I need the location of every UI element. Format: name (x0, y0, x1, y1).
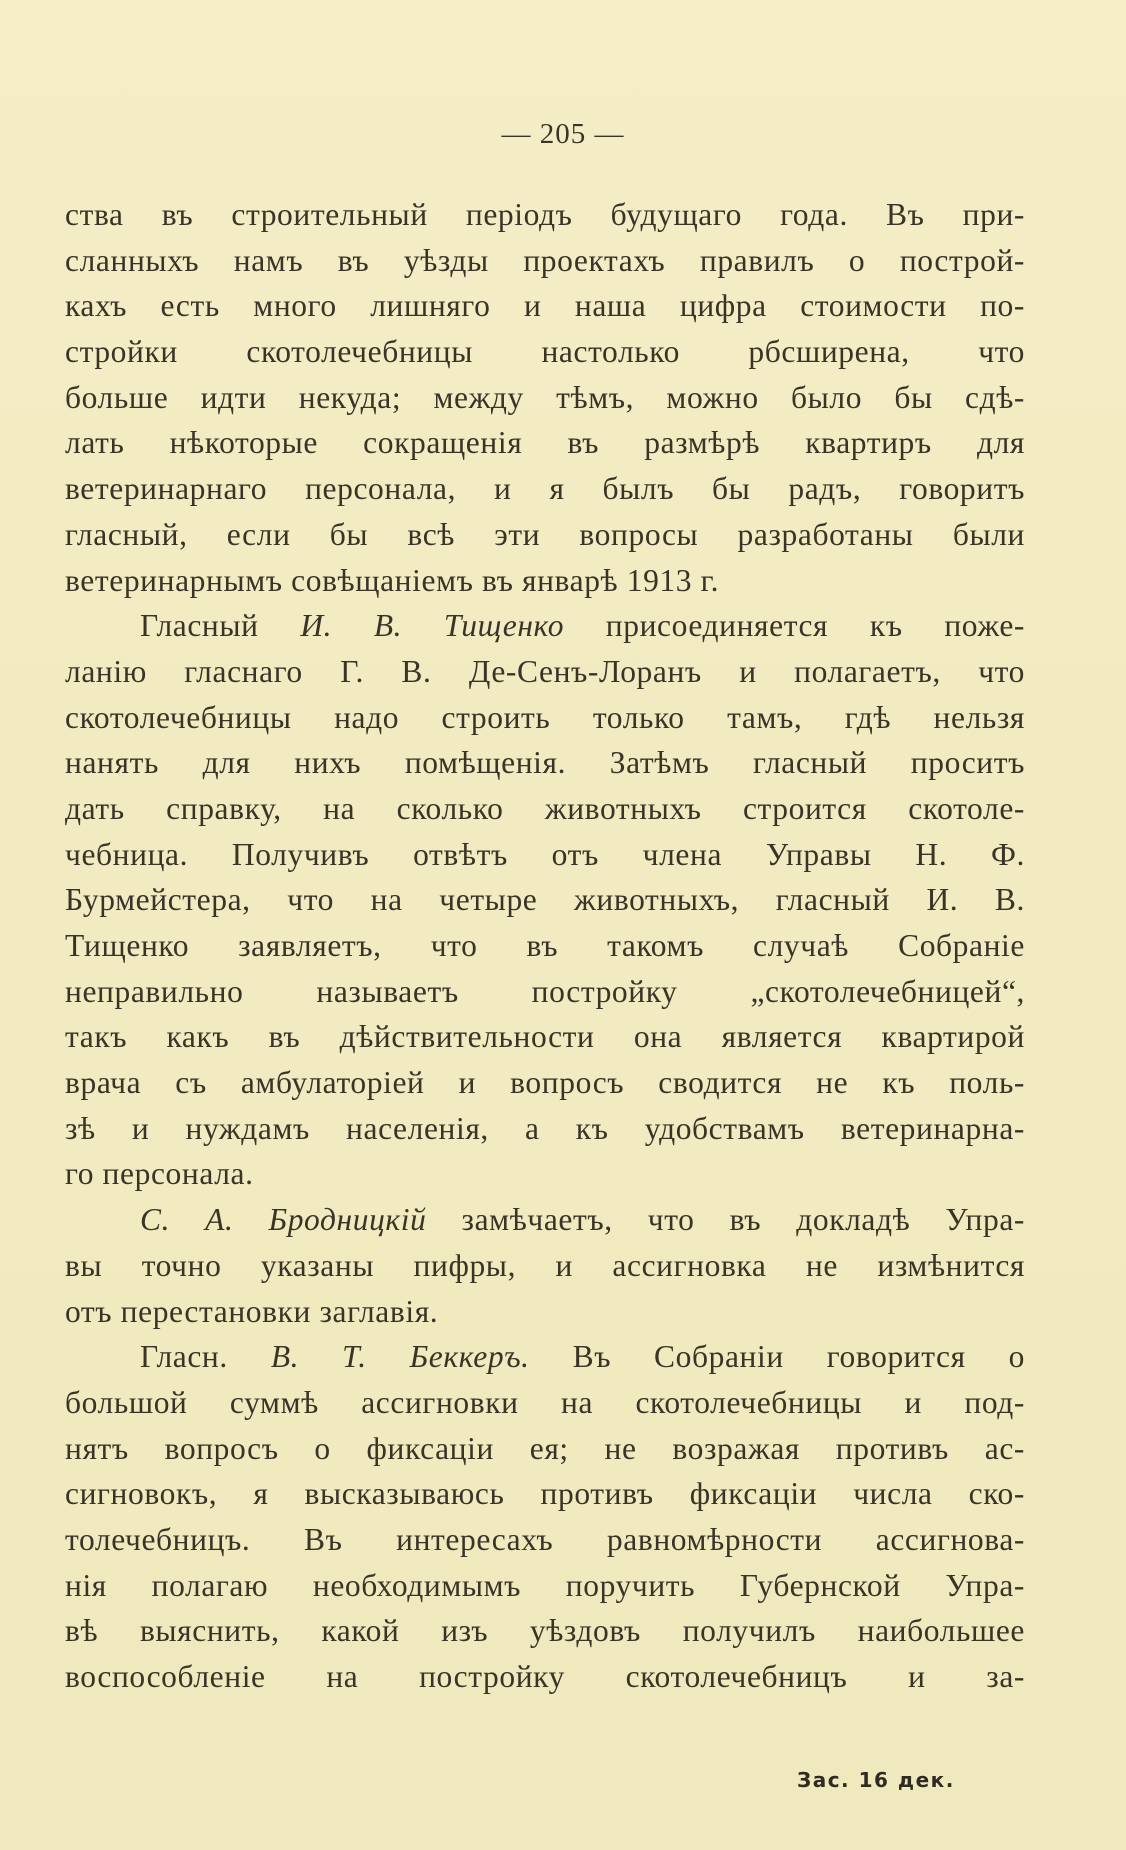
speaker-name: И. В. Тищенко (300, 608, 565, 644)
text-line: ветеринарнаго персонала, и я былъ бы радъ, говоритъ (65, 471, 1025, 507)
text-line: зѣ и нуждамъ населенія, а къ удобствамъ ветеринарна- (65, 1110, 1025, 1146)
text-line: Тищенко заявляетъ, что въ такомъ случаѣ Собраніе (65, 928, 1025, 963)
paragraph-start-line (65, 1334, 1025, 1380)
text-line: отъ перестановки заглавія. (65, 1293, 439, 1329)
body-text (65, 192, 1025, 1700)
text-line: ства въ строительный періодъ будущаго года. Въ при- (65, 197, 1025, 232)
paragraph-start-line (65, 603, 1025, 649)
text-line: врача съ амбулаторіей и вопросъ сводится не къ поль- (65, 1065, 1025, 1101)
text-line: больше идти некуда; между тѣмъ, можно было бы сдѣ- (65, 379, 1025, 415)
text-line: кахъ есть много лишняго и наша цифра стоимости по- (65, 288, 1025, 324)
text-line: вы точно указаны пифры, и ассигновка не измѣнится (65, 1247, 1025, 1283)
text-line: гласный, если бы всѣ эти вопросы разработаны были (65, 516, 1025, 552)
line-suffix: Въ Собраніи говорится о (529, 1339, 1025, 1375)
line-suffix: присоединяется къ поже- (564, 608, 1025, 644)
text-line: стройки скотолечебницы настолько рбсширена, что (65, 334, 1025, 370)
text-line: Бурмейстера, что на четыре животныхъ, гласный И. В. (65, 882, 1025, 918)
text-line: нанять для нихъ помѣщенія. Затѣмъ гласный проситъ (65, 745, 1025, 781)
speaker-name: В. Т. Беккеръ. (270, 1339, 530, 1375)
paragraph-start-line (65, 1197, 1025, 1243)
text-line: ветеринарнымъ совѣщаніемъ въ январѣ 1913 г. (65, 562, 720, 598)
text-line: ланію гласнаго Г. В. Де-Сенъ-Лоранъ и полагаетъ, что (65, 653, 1025, 689)
signature-mark: Зас. 16 дек. (797, 1768, 955, 1792)
text-line: чебница. Получивъ отвѣтъ отъ члена Управы Н. Ф. (65, 836, 1025, 872)
text-line: скотолечебницы надо строить только тамъ, гдѣ нельзя (65, 699, 1025, 735)
text-line: дать справку, на сколько животныхъ строится скотоле- (65, 790, 1025, 826)
text-line: большой суммѣ ассигновки на скотолечебницы и под- (65, 1384, 1025, 1420)
text-line: такъ какъ въ дѣйствительности она является квартирой (65, 1019, 1025, 1055)
line-prefix: Гласн. (140, 1339, 271, 1375)
text-line: толечебницъ. Въ интересахъ равномѣрности ассигнова- (65, 1521, 1025, 1557)
text-line: сланныхъ намъ въ уѣзды проектахъ правилъ о построй- (65, 242, 1025, 278)
page-number: — 205 — (501, 118, 625, 150)
text-line: неправильно называетъ постройку „скотолечебницей“, (65, 973, 1025, 1009)
text-line: вѣ выяснить, какой изъ уѣздовъ получилъ наибольшее (65, 1613, 1025, 1649)
text-line: нятъ вопросъ о фиксаціи ея; не возражая противъ ас- (65, 1430, 1025, 1466)
text-line: воспособленіе на постройку скотолечебницъ и за- (65, 1659, 1025, 1694)
text-line: лать нѣкоторые сокращенія въ размѣрѣ квартиръ для (65, 425, 1025, 461)
text-line: сигновокъ, я высказываюсь противъ фиксаціи числа ско- (65, 1476, 1025, 1512)
speaker-name: С. А. Бродницкій (140, 1202, 427, 1238)
text-line: нія полагаю необходимымъ поручить Губернской Упра- (65, 1567, 1025, 1603)
text-line: го персонала. (65, 1156, 254, 1192)
line-suffix: замѣчаетъ, что въ докладѣ Упра- (426, 1202, 1025, 1238)
line-prefix: Гласный (140, 608, 301, 644)
